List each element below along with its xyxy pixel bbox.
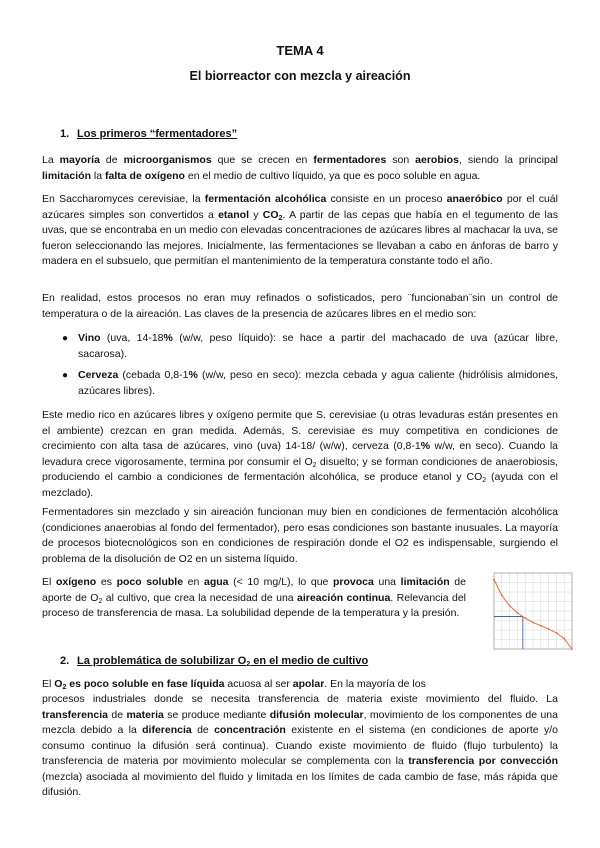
paragraph-7: El $O_2$ es poco soluble en fase líquida acuosa al ser apolar. En la mayoría de los [42, 678, 426, 691]
paragraph-4: Este medio rico en azúcares libres y oxígeno permite que S. cerevisiae (u otras levaduras están presentes en el ambiente) crezcan en gran medida. Además, S. cerevisiae es muy competitiva en condiciones de crecimiento con alta tasa de azúcares, vino (uva) 14-18/ (w/w), cerveza (0,8-1% w/w, en seco). Cuando la levadura crece vigorosamente, termina por consumir el $O_2$ disuelto; y se forman condiciones de anaerobiosis, produciendo el cambio a condiciones de fermentación alcohólica, se produce etanol y $CO_2$ (ayuda con el mezclado). [42, 409, 558, 499]
data-point [509, 605, 511, 607]
data-point [540, 625, 542, 627]
data-point [524, 617, 526, 619]
page-subtitle: El biorreactor con mezcla y aireación [189, 69, 411, 83]
data-point [556, 632, 558, 634]
paragraph-6: El oxígeno es poco soluble en agua (< 10 mg/L), lo que provoca una limitación de aporte de $O_2$ al cultivo, que crea la necesidad de una aireación continua. Relevancia del proceso de transferencia de masa. La solubilidad depende de la temperatura y la presión. [42, 576, 467, 619]
data-point [563, 638, 565, 640]
section-number: 2. [60, 655, 70, 667]
data-point [517, 612, 519, 614]
paragraph-3: En realidad, estos procesos no eran muy refinados o sofisticados, pero ¨funcionaban¨sin un control de temperatura o de la aireación. Las claves de la presencia de azúcares libres en el medio son: [42, 292, 558, 320]
paragraph-2: En Saccharomyces cerevisiae, la fermentación alcohólica consiste en un proceso anaeróbico por el cuál azúcares simples son convertidos a etanol y $CO_2$. A partir de las cepas que había en el tegumento de las uvas, que se encontraba en un medio con elevadas concentraciones de azúcares libres al machacar la uva, se fueron seleccionando las mejores. Inicialmente, las fermentaciones se llevaban a cabo en ánforas de barro y madera en el subsuelo, que permitían el mantenimiento de la temperatura constante todo el año. [42, 193, 558, 267]
paragraph-1: La mayoría de microorganismos que se crecen en fermentadores son aerobios, siendo la principal limitación la falta de oxígeno en el medio de cultivo líquido, ya que es poco soluble en agua. [42, 154, 558, 182]
page-title: TEMA 4 [276, 43, 324, 58]
oxygen-solubility-chart [484, 565, 579, 660]
list-item-cerveza: Cerveza (cebada 0,8-1% (w/w, peso en seco): mezcla cebada y agua caliente (hidrólisis almidones, azúcares libres). [78, 369, 558, 397]
data-point [493, 579, 495, 581]
paragraph-8: procesos industriales donde se necesita transferencia de materia existe movimiento del fluido. La transferencia de materia se produce mediante difusión molecular, movimiento de los componentes de una mezcla debido a la diferencia de concentración existente en el sistema (en condiciones de aporte y/o consumo continuo la difusión será continua). Cuando existe movimiento de fluido (flujo turbulento) la transferencia de materia por movimiento molecular se complementa con la transferencia por convección (mezcla) asociada al movimiento del fluido y limitada en los límites de cada cambio de fase, más rápida que difusión. [42, 693, 558, 798]
bullet-icon: ● [62, 370, 69, 381]
data-point [532, 622, 534, 624]
section-title: Los primeros “fermentadores” [77, 128, 238, 140]
data-point [548, 628, 550, 630]
bullet-icon: ● [62, 333, 69, 344]
section-2-heading [60, 655, 368, 667]
section-title: La problemática de solubilizar $O_2$ en el medio de cultivo [77, 655, 369, 668]
list-item-vino: Vino (uva, 14-18% (w/w, peso líquido): se hace a partir del machacado de uva (azúcar libre, sacarosa). [78, 332, 558, 360]
data-point [571, 648, 573, 650]
section-1-heading [60, 128, 237, 140]
paragraph-5: Fermentadores sin mezclado y sin aireación funcionan muy bien en condiciones de fermentación alcohólica (condiciones anaerobias al fondo del fermentador), pero esas condiciones son bastante inusuales. La mayoría de procesos biotecnológicos son en condiciones de respiración donde el O2 es indispensable, surgiendo el problema de la disolución de O2 en un sistema líquido. [42, 506, 558, 565]
data-point [501, 594, 503, 596]
section-number: 1. [60, 128, 70, 140]
